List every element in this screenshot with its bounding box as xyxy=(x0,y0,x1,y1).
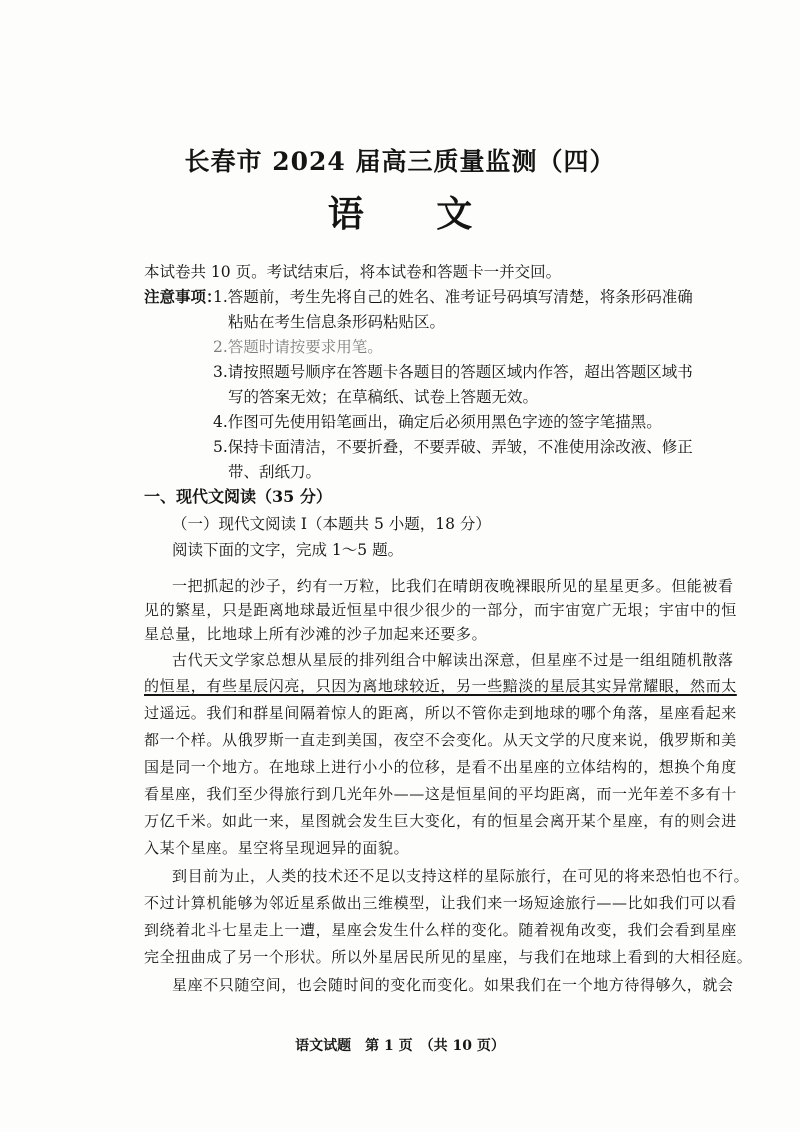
passage-line: 过遥远。我们和群星间隔着惊人的距离，所以不管你走到地球的哪个角落，星座看起来 xyxy=(144,704,737,722)
notes-label: 注意事项： xyxy=(144,287,222,306)
passage-line: 古代天文学家总想从星辰的排列组合中解读出深意，但星座不过是一组组随机散落 xyxy=(172,651,734,669)
passage-line: 星座不只随空间，也会随时间的变化而变化。如果我们在一个地方待得够久，就会 xyxy=(172,976,734,994)
passage-line: 见的繁星，只是距离地球最近恒星中很少很少的一部分，而宇宙宽广无垠；宇宙中的恒 xyxy=(144,601,737,619)
passage-line: 入某个星座。星空将呈现迥异的面貌。 xyxy=(144,839,410,857)
passage-line: 的恒星，有些星辰闪亮，只因为离地球较近，另一些黯淡的星辰其实异常耀眼，然而太 xyxy=(144,677,737,695)
passage-line: 都一个样。从俄罗斯一直走到美国，夜空不会变化。从天文学的尺度来说，俄罗斯和美 xyxy=(144,731,737,749)
passage-line: 万亿千米。如此一来，星图就会发生巨大变化，有的恒星会离开某个星座，有的则会进 xyxy=(144,812,737,830)
passage-line: 完全扭曲成了另一个形状。所以外星居民所见的星座，与我们在地球上看到的大相径庭。 xyxy=(144,948,753,966)
passage-line: 一把抓起的沙子，约有一万粒，比我们在晴朗夜晚裸眼所见的星星更多。但能被看 xyxy=(172,577,734,595)
reading-instruction: 阅读下面的文字，完成 1～5 题。 xyxy=(172,541,404,559)
passage-line: 国是同一个地方。在地球上进行小小的位移，是看不出星座的立体结构的，想换个角度 xyxy=(144,758,737,776)
page-footer: 语文试题 第 1 页 （共 10 页） xyxy=(295,1038,505,1054)
passage-line: 星总量，比地球上所有沙滩的沙子加起来还要多。 xyxy=(144,625,488,643)
passage-line: 到目前为止，人类的技术还不足以支持这样的星际旅行，在可见的将来恐怕也不行。 xyxy=(172,867,750,885)
passage-line: 到绕着北斗七星走上一遭，星座会发生什么样的变化。随着视角改变，我们会看到星座 xyxy=(144,921,737,939)
notes-item: 粘贴在考生信息条形码粘贴区。 xyxy=(228,313,446,331)
sub-section-heading: （一）现代文阅读 I（本题共 5 小题，18 分） xyxy=(172,515,491,533)
section-heading: 一、现代文阅读（35 分） xyxy=(144,487,332,506)
notes-item: 2.答题时请按要求用笔。 xyxy=(213,338,383,356)
notes-item: 4.作图可先使用铅笔画出，确定后必须用黑色字迹的签字笔描黑。 xyxy=(213,413,662,431)
passage-line: 不过计算机能够为邻近星系做出三维模型，让我们来一场短途旅行——比如我们可以看 xyxy=(144,894,737,912)
notes-item: 写的答案无效；在草稿纸、试卷上答题无效。 xyxy=(228,388,539,406)
exam-title: 长春市 2024 届高三质量监测（四） xyxy=(184,147,616,176)
notes-item: 3.请按照题号顺序在答题卡各题目的答题区域内作答，超出答题区域书 xyxy=(213,363,693,381)
notes-item: 1.答题前，考生先将自己的姓名、准考证号码填写清楚，将条形码准确 xyxy=(213,288,693,306)
intro-text: 本试卷共 10 页。考试结束后，将本试卷和答题卡一并交回。 xyxy=(144,263,562,281)
subject-title: 语 文 xyxy=(327,193,503,235)
notes-item: 5.保持卡面清洁，不要折叠，不要弄破、弄皱，不准使用涂改液、修正 xyxy=(213,438,693,456)
passage-line: 看星座，我们至少得旅行到几光年外——这是恒星间的平均距离，而一光年差不多有十 xyxy=(144,785,737,803)
notes-item: 带、刮纸刀。 xyxy=(228,463,322,481)
